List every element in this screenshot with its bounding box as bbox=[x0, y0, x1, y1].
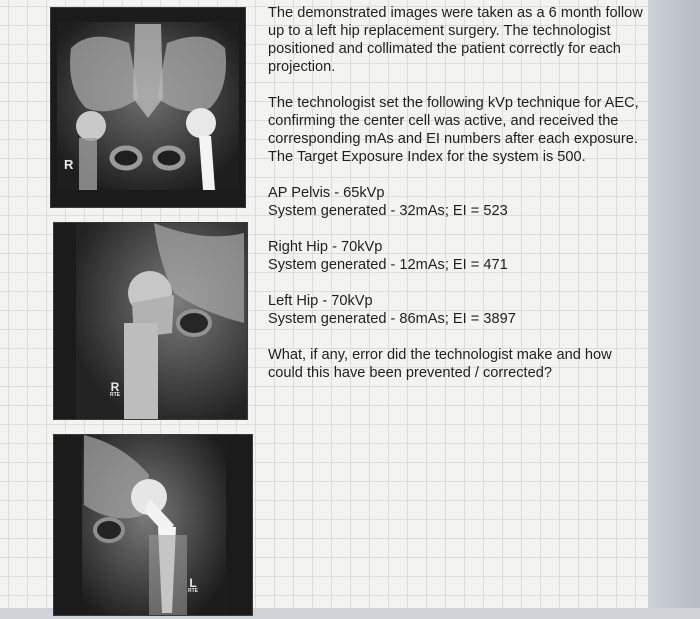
exposure-result: System generated - 12mAs; EI = 471 bbox=[268, 257, 508, 273]
exposure-result: System generated - 86mAs; EI = 3897 bbox=[268, 311, 516, 327]
marker-sublabel: RTE bbox=[188, 588, 198, 594]
page-edge-shadow bbox=[648, 0, 700, 619]
xray-marker-r bbox=[64, 158, 73, 171]
xray-marker-l bbox=[188, 577, 198, 594]
marker-label: L bbox=[189, 576, 197, 590]
marker-label: R bbox=[110, 380, 120, 394]
exposure-label: Left Hip - 70kVp bbox=[268, 293, 373, 309]
xray-marker-r bbox=[110, 381, 120, 398]
marker-sublabel: RTE bbox=[110, 392, 120, 398]
question-text-panel bbox=[268, 4, 643, 382]
exposure-label: Right Hip - 70kVp bbox=[268, 239, 383, 255]
marker-label: R bbox=[64, 157, 74, 172]
xray-ap-pelvis bbox=[50, 7, 246, 208]
exposure-label: AP Pelvis - 65kVp bbox=[268, 185, 385, 201]
technique-paragraph: The technologist set the following kVp technique for AEC, confirming the center cell was active, and received the corresponding mAs and EI numbers after each exposure. The Target Exposure Index for the system is 500. bbox=[268, 95, 639, 165]
left-hip-image bbox=[54, 435, 252, 615]
right-hip-image bbox=[54, 223, 247, 419]
intro-paragraph: The demonstrated images were taken as a 6 month follow up to a left hip replacement surgery. The technologist positioned and collimated the patient correctly for each projection. bbox=[268, 5, 643, 75]
xray-left-hip bbox=[53, 434, 253, 616]
xray-right-hip bbox=[53, 222, 248, 420]
question-paragraph: What, if any, error did the technologist make and how could this have been prevented / corrected? bbox=[268, 347, 612, 381]
exposure-result: System generated - 32mAs; EI = 523 bbox=[268, 203, 508, 219]
ap-pelvis-image bbox=[51, 8, 245, 207]
